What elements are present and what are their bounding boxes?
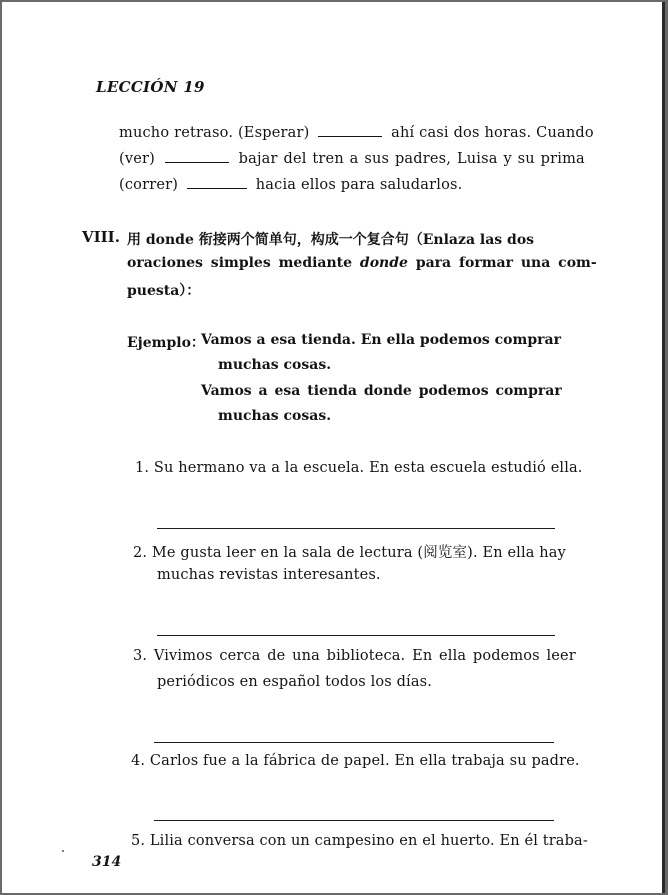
item-number: 1. [135, 460, 150, 476]
exercise-item-3 [133, 648, 576, 664]
lesson-header: LECCIÓN 19 [96, 78, 205, 96]
section-instruction-line-1: 用 donde 衔接两个简单句，构成一个复合句（Enlaza las dos [127, 232, 535, 248]
item-text: Me gusta leer en la sala de lectura (阅览室). En ella hay [151, 545, 566, 561]
item-text: Lilia conversa con un campesino en el huerto. En él traba- [149, 833, 588, 849]
exercise-item-2 [133, 541, 566, 562]
item-number: 4. [131, 753, 146, 769]
answer-line-2[interactable] [157, 635, 555, 636]
passage-text: mucho retraso. [119, 125, 234, 141]
passage-verb: (Esperar) [237, 125, 310, 141]
example-line-4: muchas cosas. [218, 408, 332, 424]
instruction-text: oraciones simples mediante [127, 255, 353, 271]
example-line-3: Vamos a esa tienda donde podemos comprar [201, 383, 562, 399]
scan-speck [62, 850, 64, 852]
section-instruction-line-2 [127, 255, 597, 271]
passage-line-1 [119, 125, 594, 141]
passage-line-3 [119, 177, 462, 193]
section-instruction-line-3: puesta）： [127, 283, 201, 299]
answer-line-1[interactable] [157, 528, 555, 529]
passage-text: hacia ellos para saludarlos. [255, 177, 463, 193]
fill-blank[interactable] [165, 161, 229, 163]
item-number: 5. [131, 833, 146, 849]
instruction-keyword: donde [359, 255, 408, 271]
passage-text: bajar del tren a sus padres, [238, 151, 452, 167]
item-text: Su hermano va a la escuela. En esta escuela estudió ella. [153, 460, 583, 476]
answer-line-4[interactable] [154, 820, 554, 821]
fill-blank[interactable] [318, 135, 382, 137]
exercise-item-5 [131, 833, 588, 849]
example-line-2: muchas cosas. [218, 357, 332, 373]
passage-text: Luisa y su prima [456, 151, 585, 167]
item-text: Carlos fue a la fábrica de papel. En ella trabaja su padre. [149, 753, 580, 769]
item-number: 2. [133, 545, 148, 561]
textbook-page [2, 2, 665, 893]
passage-verb: (ver) [119, 151, 156, 167]
instruction-text: para formar una com- [415, 255, 597, 271]
passage-line-2 [119, 151, 585, 167]
exercise-item-3-continued: periódicos en español todos los días. [157, 674, 432, 690]
item-text: Vivimos cerca de una biblioteca. En ella podemos leer [153, 648, 576, 664]
fill-blank[interactable] [187, 187, 247, 189]
exercise-item-1 [135, 460, 583, 476]
item-number: 3. [133, 648, 148, 664]
example-line-1: Vamos a esa tienda. En ella podemos comprar [201, 332, 561, 348]
passage-text: ahí casi dos horas. [391, 125, 532, 141]
section-number: VIII. [82, 228, 120, 246]
exercise-item-2-continued: muchas revistas interesantes. [157, 567, 381, 583]
example-label: Ejemplo： [127, 335, 205, 351]
passage-verb: (correr) [119, 177, 179, 193]
exercise-item-4 [131, 753, 580, 769]
passage-text: Cuando [536, 125, 594, 141]
page-number: 314 [92, 854, 122, 870]
answer-line-3[interactable] [154, 742, 554, 743]
